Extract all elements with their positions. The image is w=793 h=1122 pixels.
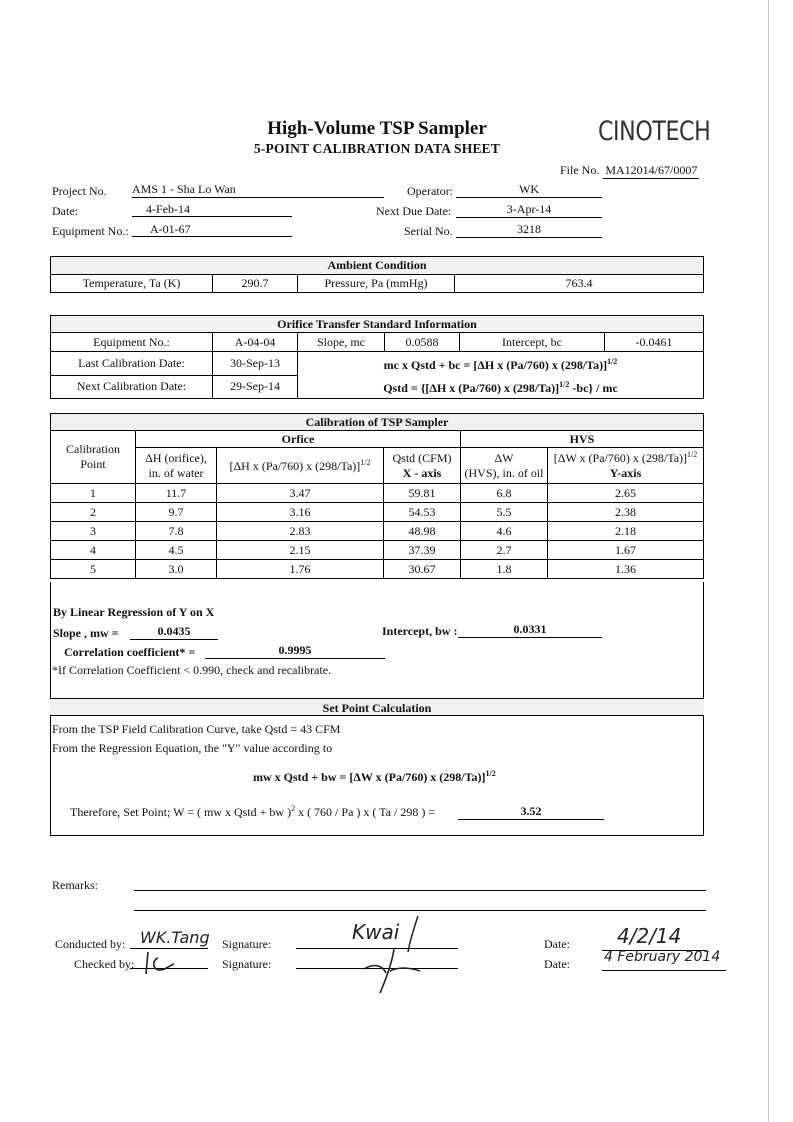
intercept-bw-value: 0.0331 (458, 622, 602, 638)
intercept-bw-label: Intercept, bw : (382, 624, 458, 638)
project-label: Project No. (52, 184, 107, 198)
setpoint-line-2: From the Regression Equation, the "Y" value according to (52, 741, 333, 755)
cell-delta-w: 4.6 (461, 522, 548, 541)
signature-1: Kwai (352, 920, 400, 944)
calibration-table (50, 413, 704, 579)
checked-by-initials (134, 948, 204, 978)
project-field: AMS 1 - Sha Lo Wan (132, 182, 384, 198)
orifice-table (50, 315, 704, 399)
temperature-label: Temperature, Ta (K) (51, 275, 213, 293)
remarks-label: Remarks: (52, 878, 98, 892)
group-orifice: Orfice (136, 431, 461, 448)
cell-qstd: 59.81 (384, 484, 461, 503)
slope-mw-label: Slope , mw = (53, 626, 119, 640)
calibration-title: Calibration of TSP Sampler (51, 414, 704, 431)
remarks-line-2 (134, 910, 706, 911)
orifice-equation-2: Qstd = {[ΔH x (Pa/760) x (298/Ta)]$^{1/2}$ -bc} / mc (383, 380, 618, 395)
table-row (51, 541, 704, 560)
pressure-value: 763.4 (455, 275, 704, 293)
date-label-2: Date: (544, 957, 570, 971)
page-edge (768, 0, 769, 1122)
cell-delta-h-corrected: 2.83 (217, 522, 384, 541)
orifice-equations (298, 352, 704, 399)
correlation-note: *If Correlation Coefficient < 0.990, check and recalibrate. (52, 663, 332, 677)
col-delta-h: ΔH (orifice), in. of water (136, 448, 217, 484)
setpoint-value: 3.52 (458, 804, 604, 820)
cell-delta-w-corrected: 2.65 (548, 484, 704, 503)
setpoint-title: Set Point Calculation (50, 698, 704, 716)
ambient-title: Ambient Condition (51, 257, 704, 275)
cell-delta-w-corrected: 1.67 (548, 541, 704, 560)
next-calibration-label: Next Calibration Date: (51, 375, 213, 399)
setpoint-therefore: Therefore, Set Point; W = ( mw x Qstd + bw )$^2$ x ( 760 / Pa ) x ( Ta / 298 ) = (70, 804, 436, 819)
intercept-bc-label: Intercept, bc (460, 333, 605, 351)
signature-label-2: Signature: (222, 957, 272, 971)
col-delta-h-corrected: [ΔH x (Pa/760) x (298/Ta)]$^{1/2}$ (217, 448, 384, 484)
correlation-label: Correlation coefficient* = (64, 645, 196, 659)
serial-label: Serial No. (404, 224, 453, 238)
date-field: 4-Feb-14 (132, 202, 292, 217)
last-calibration-value: 30-Sep-13 (213, 352, 298, 376)
cell-delta-h-corrected: 2.15 (217, 541, 384, 560)
col-calibration-point: Calibration Point (51, 431, 136, 484)
last-calibration-label: Last Calibration Date: (51, 352, 213, 376)
setpoint-line-1: From the TSP Field Calibration Curve, take Qstd = 43 CFM (52, 722, 341, 736)
date-label: Date: (52, 204, 78, 218)
regression-title: By Linear Regression of Y on X (53, 605, 215, 619)
temperature-value: 290.7 (213, 275, 298, 293)
setpoint-equation: mw x Qstd + bw = [ΔW x (Pa/760) x (298/Ta)]$^{1/2}$ (253, 769, 496, 784)
cell-delta-w-corrected: 2.18 (548, 522, 704, 541)
cell-delta-w-corrected: 2.38 (548, 503, 704, 522)
cell-delta-h-corrected: 1.76 (217, 560, 384, 579)
col-qstd: Qstd (CFM) X - axis (384, 448, 461, 484)
next-calibration-value: 29-Sep-14 (213, 375, 298, 399)
document-title: High-Volume TSP Sampler (267, 118, 487, 139)
orifice-equation-1: mc x Qstd + bc = [ΔH x (Pa/760) x (298/Ta)]$^{1/2}$ (383, 357, 618, 372)
cell-delta-h-corrected: 3.16 (217, 503, 384, 522)
date-label-1: Date: (544, 937, 570, 951)
signature-2 (360, 945, 430, 995)
cell-delta-w-corrected: 1.36 (548, 560, 704, 579)
company-logo: CINOTECH (598, 116, 711, 147)
serial-field: 3218 (456, 222, 602, 238)
cell-delta-h: 7.8 (136, 522, 217, 541)
cell-delta-h: 9.7 (136, 503, 217, 522)
cell-qstd: 54.53 (384, 503, 461, 522)
orifice-title: Orifice Transfer Standard Information (51, 316, 704, 333)
cell-qstd: 30.67 (384, 560, 461, 579)
next-due-label: Next Due Date: (376, 204, 452, 218)
slope-mc-label: Slope, mc (298, 333, 385, 352)
cell-point: 2 (51, 503, 136, 522)
cell-point: 4 (51, 541, 136, 560)
cell-delta-w: 1.8 (461, 560, 548, 579)
slope-mc-value: 0.0588 (385, 333, 460, 352)
document-subtitle: 5-POINT CALIBRATION DATA SHEET (253, 141, 501, 156)
date-value-1: 4/2/14 (617, 924, 682, 948)
file-number-label: File No. (560, 163, 600, 177)
cell-delta-h-corrected: 3.47 (217, 484, 384, 503)
cell-delta-w: 5.5 (461, 503, 548, 522)
operator-label: Operator: (407, 184, 453, 198)
slope-mw-value: 0.0435 (130, 624, 218, 640)
cell-delta-h: 11.7 (136, 484, 217, 503)
file-number-value: MA12014/67/0007 (605, 163, 698, 177)
col-delta-w-corrected: [ΔW x (Pa/760) x (298/Ta)]$^{1/2}$ Y-axis (548, 448, 704, 484)
date-value-2: 4 February 2014 (604, 949, 721, 965)
orifice-equipment-label: Equipment No.: (51, 333, 213, 352)
ambient-table (50, 256, 704, 293)
conducted-by-value: WK.Tang (140, 928, 210, 947)
group-hvs: HVS (461, 431, 704, 448)
pressure-label: Pressure, Pa (mmHg) (298, 275, 455, 293)
cell-delta-h: 4.5 (136, 541, 217, 560)
operator-field: WK (456, 182, 602, 198)
signature-2-stroke (364, 949, 420, 993)
file-number (560, 163, 699, 179)
next-due-field: 3-Apr-14 (456, 202, 602, 218)
cell-point: 3 (51, 522, 136, 541)
signature-label-1: Signature: (222, 937, 272, 951)
table-row (51, 560, 704, 579)
equipment-label: Equipment No.: (52, 224, 129, 238)
orifice-equipment-value: A-04-04 (213, 333, 298, 352)
cell-qstd: 37.39 (384, 541, 461, 560)
cell-point: 1 (51, 484, 136, 503)
table-row (51, 522, 704, 541)
cell-delta-w: 6.8 (461, 484, 548, 503)
correlation-value: 0.9995 (205, 643, 385, 659)
checked-by-label: Checked by: (74, 957, 135, 971)
cell-delta-w: 2.7 (461, 541, 548, 560)
cell-delta-h: 3.0 (136, 560, 217, 579)
table-row (51, 484, 704, 503)
intercept-bc-value: -0.0461 (635, 335, 673, 349)
cell-point: 5 (51, 560, 136, 579)
conducted-by-label: Conducted by: (55, 937, 126, 951)
cell-qstd: 48.98 (384, 522, 461, 541)
equipment-field: A-01-67 (132, 222, 292, 237)
date-line-2 (602, 970, 726, 971)
col-delta-w: ΔW (HVS), in. of oil (461, 448, 548, 484)
remarks-line-1 (134, 890, 706, 891)
table-row (51, 503, 704, 522)
checked-initials-stroke (146, 952, 174, 974)
